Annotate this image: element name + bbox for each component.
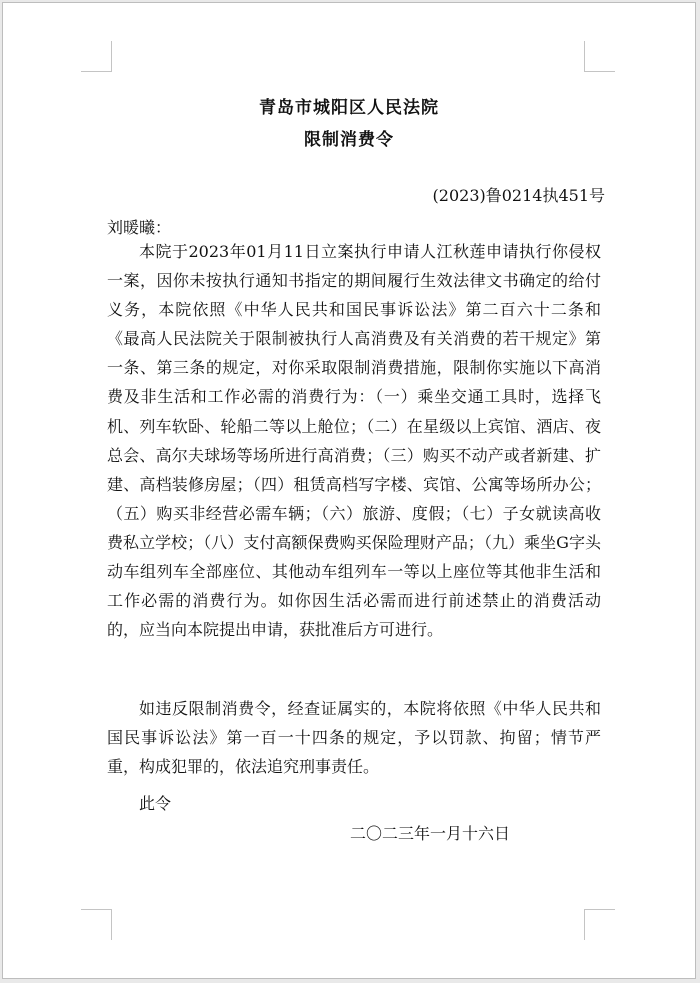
order-paragraph-2: 如违反限制消费令，经查证属实的，本院将依照《中华人民共和国民事诉讼法》第一百一十四条的规定，予以罚款、拘留；情节严重，构成犯罪的，依法追究刑事责任。 [107,699,601,777]
order-title-heading: 限制消费令 [304,130,394,150]
issue-date: 二〇二三年一月十六日 [350,824,511,843]
closing-phrase: 此令 [139,794,172,813]
addressee: 刘暖曦： [107,218,172,237]
document-page [2,2,696,979]
case-number: (2023)鲁0214执451号 [432,186,605,205]
order-paragraph-1: 本院于2023年01月11日立案执行申请人江秋莲申请执行你侵权一案，因你未按执行通知书指定的期间履行生效法律文书确定的给付义务，本院依照《中华人民共和国民事诉讼法》第二百六十二条和《最高人民法院关于限制被执行人高消费及有关消费的若干规定》第一条、第三条的规定，对你采取限制消费措施，限制你实施以下高消费及非生活和工作必需的消费行为：（一）乘坐交通工具时，选择飞机、列车软卧、轮船二等以上舱位；（二）在星级以上宾馆、酒店、夜总会、高尔夫球场等场所进行高消费；（三）购买不动产或者新建、扩建、高档装修房屋；（四）租赁高档写字楼、宾馆、公寓等场所办公；（五）购买非经营必需车辆；（六）旅游、度假；（七）子女就读高收费私立学校；（八）支付高额保费购买保险理财产品；（九）乘坐G字头动车组列车全部座位、其他动车组列车一等以上座位等其他非生活和工作必需的消费行为。如你因生活必需而进行前述禁止的消费活动的，应当向本院提出申请，获批准后方可进行。 [107,242,601,640]
crop-mark-bottom-right [584,909,615,940]
crop-mark-bottom-left [81,909,112,940]
crop-mark-top-left [81,41,112,72]
crop-mark-top-right [584,41,615,72]
court-name-heading: 青岛市城阳区人民法院 [259,98,439,118]
